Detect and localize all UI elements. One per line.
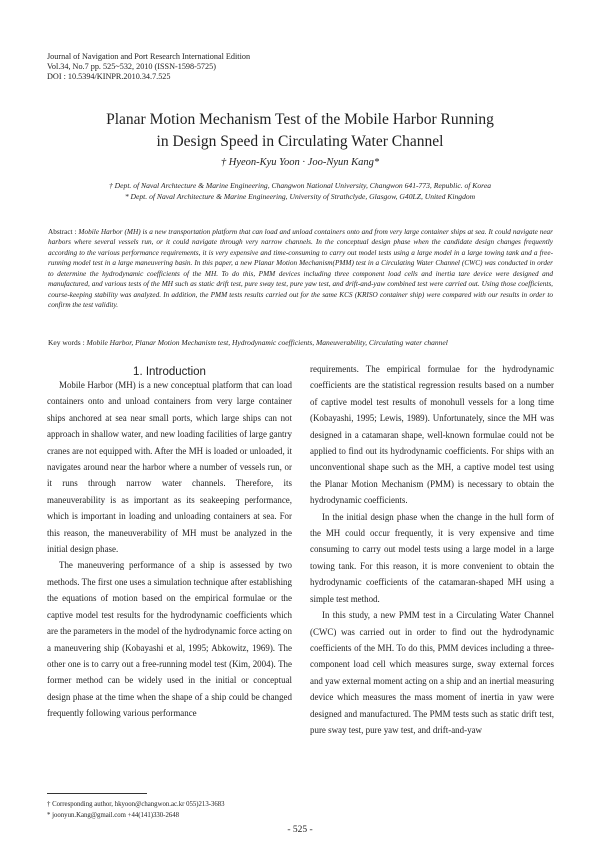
body-paragraph: The maneuvering performance of a ship is assessed by two methods. The first one uses a simulation technique after establishing the equations of motion based on the empirical formulae or the captive model test results for the hydrodynamic coefficients which are the parameters in the model of the hydrodynamic force acting on a maneuvering ship (Kobayashi et al, 1995; Abkowitz, 1969). The other one is to carry out a free-running model test (Kim, 2004). The former method can be widely used in the initial or conceptual design phase at the time when the shape of a ship could be changed frequently following various performance [47,560,292,719]
body-paragraph: In the initial design phase when the change in the hull form of the MH could occur frequently, it is very expensive and time consuming to carry out model tests using a large model in a large towing tank. For this reason, it is more convenient to obtain the hydrodynamic coefficients of the catamaran-shaped MH using a simple test method. [310,511,554,604]
journal-name: Journal of Navigation and Port Research International Edition [47,52,251,61]
paper-title [40,109,560,153]
journal-header [47,52,250,82]
body-column-right [310,361,554,738]
footnote-corresponding-author: † Corresponding author, hkyoon@changwon.ac.kr 055)213-3683 [47,801,225,808]
keywords-text: Mobile Harbor, Planar Motion Mechanism test, Hydrodynamic coefficients, Maneuverability, Circulating water channel [86,338,448,347]
author-list: † Hyeon-Kyu Yoon · Joo-Nyun Kang* [220,157,380,168]
journal-volume: Vol.34, No.7 pp. 525~532, 2010 (ISSN-1598-5725) [47,62,216,71]
abstract [48,227,553,311]
journal-doi: DOI : 10.5394/KINPR.2010.34.7.525 [47,72,171,81]
keywords-label: Key words : [48,338,87,347]
keywords [48,338,448,347]
paper-title-line-1: Planar Motion Mechanism Test of the Mobile Harbor Running [106,111,494,128]
footnote-divider [47,793,147,794]
body-paragraph: Mobile Harbor (MH) is a new conceptual platform that can load containers onto and unload containers from very large container ships anchored at sea near small ports, which large ships can not approach in shallow water, and new loading facilities of large gantry cranes are not equipped with. After the MH is loaded or unloaded, it navigates around near the harbor where a number of vessels run, or it runs through narrow water channels. Therefore, its maneuverability is as important as its seakeeping performance, which is important in loading and unloading containers at sea. For this reason, the maneuverability of MH must be analyzed in the initial design phase. [47,380,292,555]
body-paragraph: requirements. The empirical formulae for the hydrodynamic coefficients are the statistical regression results based on a number of captive model test results of monohull vessels for a long time (Kobayashi, 1995; Lewis, 1989). Unfortunately, since the MH was designed in a catamaran shape, well-known formulae could not be applied to find out its hydrodynamic coefficients. For ships with an unconventional shape such as the MH, a captive model test using the Planar Motion Mechanism (PMM) is necessary to obtain the hydrodynamic coefficients. [310,364,554,506]
footnotes [47,799,225,821]
abstract-text: Mobile Harbor (MH) is a new transportation platform that can load and unload containers onto and from very large container ships at sea. It could navigate near harbors where several vessels run, or it could navigate through very narrow channels. In the conceptual design phase when the candidate design changes frequently according to the various performance requirements, it is very expensive and time-consuming to carry out model tests using a large model in a large towing tank and a free-running model test in a large maneuvering basin. In this paper, a new Planar Motion Mechanism(PMM) test in a Circulating Water Channel (CWC) was conducted in order to determine the hydrodynamic coefficients of the MH. To do this, PMM devices including three component load cells and inertia tare device were designed and manufactured, and various tests of the MH such as static drift test, pure sway test, pure yaw test, and drift-and-yaw combined test were carried out. Using those coefficients, course-keeping stability was analyzed. In addition, the PMM tests results carried out for the same KCS (KRISO container ship) were compared with our results in order to confirm the test validity. [48,228,554,310]
footnote-coauthor: * joonyun.Kang@gmail.com +44(141)330-2648 [47,812,180,819]
paper-title-line-2: in Design Speed in Circulating Water Channel [156,133,444,150]
affiliation-1: † Dept. of Naval Archtecture & Marine Engineering, Changwon National University, Changwon 641-773, Republic. of Korea [108,181,492,190]
section-heading-introduction: 1. Introduction [133,366,206,378]
affiliation-2: * Dept. of Naval Architecture & Marine Engineering, University of Strathclyde, Glasgow, G40LZ, United Kingdom [124,191,476,201]
affiliations [0,181,600,202]
body-paragraph: In this study, a new PMM test in a Circulating Water Channel (CWC) was carried out in order to find out the hydrodynamic coefficients of the MH. To do this, PMM devices including a three-component load cell which measures surge, sway external forces and yaw external moment acting on a ship and an inertial measuring device which measures the mass moment of inertia in yaw were designed and manufactured. The PMM tests such as static drift test, pure sway test, pure yaw test, and drift-and-yaw [310,610,554,735]
body-column-left [47,377,292,722]
abstract-label: Abstract : [48,228,79,236]
page-number: - 525 - [287,825,313,835]
